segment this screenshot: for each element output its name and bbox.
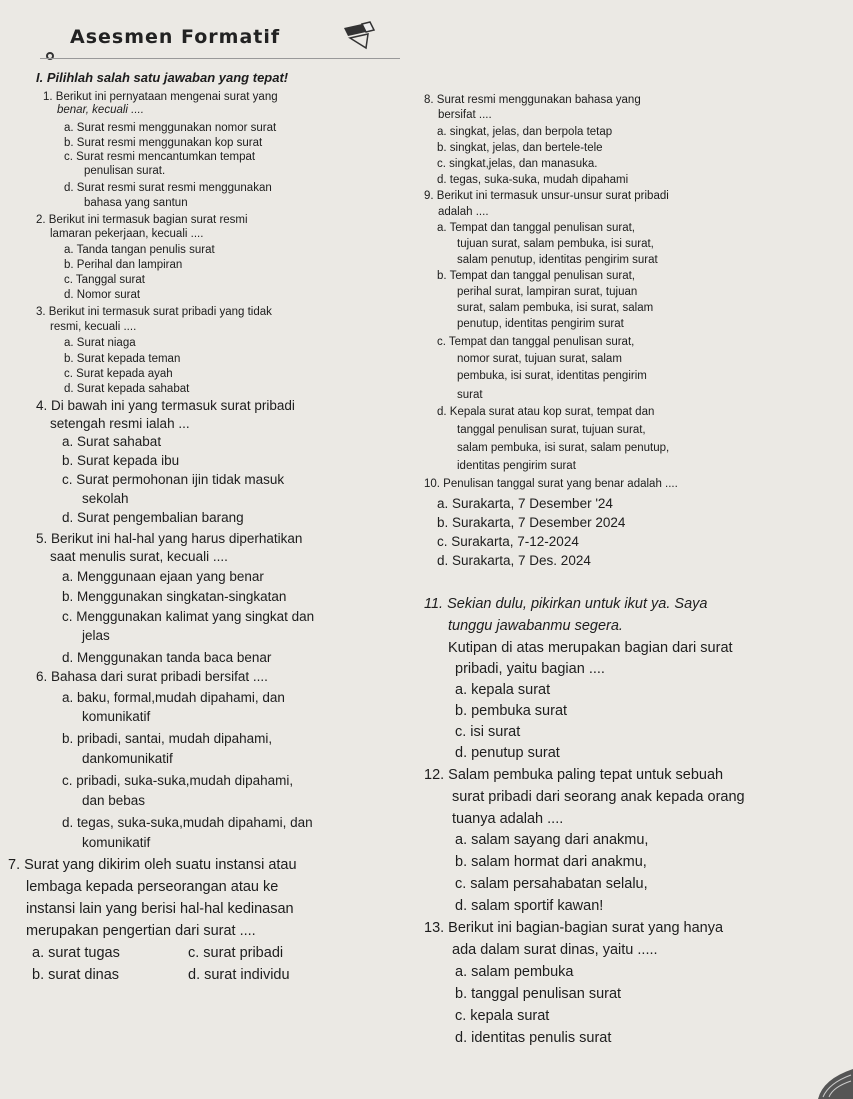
- page-title: Asesmen Formatif: [70, 26, 281, 48]
- instruction: I. Pilihlah salah satu jawaban yang tepat!: [36, 70, 289, 85]
- pencil-icon: [340, 20, 376, 52]
- header-divider: [40, 58, 400, 59]
- page-curl-decoration: [813, 1059, 853, 1099]
